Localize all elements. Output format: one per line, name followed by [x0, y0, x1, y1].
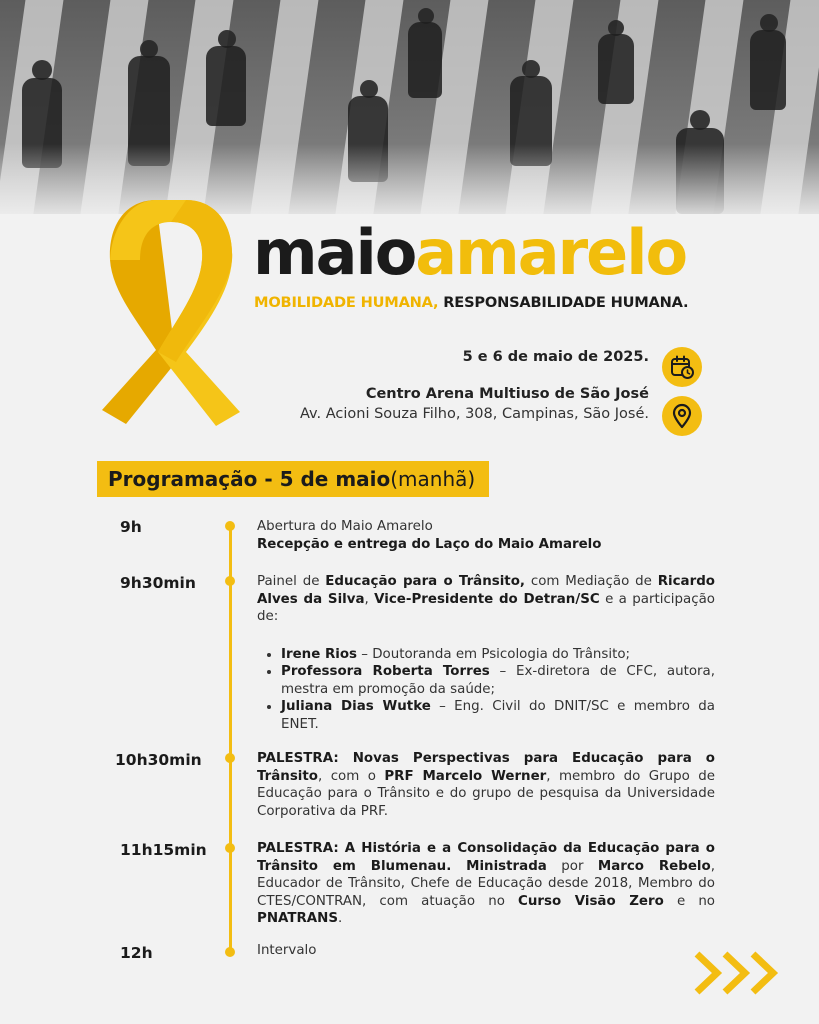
brand-amarelo: amarelo	[415, 216, 687, 289]
participant-item	[281, 663, 715, 698]
program-name: PNATRANS	[257, 911, 339, 926]
program-period: (manhã)	[390, 467, 476, 491]
course-name: Curso Visão Zero	[518, 893, 664, 909]
brand-title	[253, 216, 687, 289]
text: ,	[364, 591, 375, 607]
schedule-line-bold: Recepção e entrega do Laço do Maio Amarelo	[257, 536, 602, 552]
event-address: Av. Acioni Souza Filho, 308, Campinas, São José.	[299, 406, 649, 422]
event-date: 5 e 6 de maio de 2025.	[462, 349, 649, 365]
topic: Educação para o Trânsito,	[325, 574, 525, 589]
timeline-dot	[225, 843, 235, 853]
text: , Educador de Trânsito, Chefe de Educação desde 2018, Membro do CTES/CONTRAN, com atuação no	[257, 858, 715, 909]
brand-maio: maio	[253, 216, 416, 289]
schedule-item-9h30	[257, 573, 715, 733]
text: Painel de	[257, 574, 326, 589]
program-header	[97, 461, 489, 497]
yellow-ribbon-icon	[96, 180, 246, 430]
participant-name: Irene Rios	[281, 646, 358, 662]
calendar-clock-icon	[662, 347, 702, 387]
schedule-time: 9h30min	[120, 574, 196, 592]
schedule-time: 11h15min	[120, 841, 207, 859]
schedule-line: Abertura do Maio Amarelo	[257, 519, 433, 534]
schedule-item-9h	[257, 518, 715, 553]
schedule-line: Intervalo	[257, 943, 317, 958]
schedule-item-12h	[257, 942, 715, 960]
participant-desc: – Doutoranda em Psicologia do Trânsito;	[357, 646, 631, 662]
schedule-time: 9h	[120, 518, 142, 536]
mediator-name: Ricardo Alves da Silva	[257, 574, 715, 607]
tagline	[254, 294, 688, 311]
timeline-line	[229, 525, 232, 953]
text: com Mediação de	[525, 574, 658, 589]
text: , com o	[318, 768, 385, 784]
program-title: Programação - 5 de maio	[108, 467, 391, 491]
talk-title: PALESTRA: A História e a Consolidação da Educação para o Trânsito em Blumenau. Ministrada	[257, 841, 715, 874]
participant-name: Professora Roberta Torres	[281, 664, 490, 679]
text: , membro do Grupo de Educação para o Trânsito e do grupo de pesquisa da Universidade Corporativa da PRF.	[257, 768, 715, 819]
timeline-dot	[225, 576, 235, 586]
participant-item	[281, 646, 715, 664]
text: e no	[663, 893, 715, 909]
participant-desc: – Ex-diretora de CFC, autora, mestra em promoção da saúde;	[281, 664, 715, 697]
timeline-dot	[225, 753, 235, 763]
schedule-item-10h30	[257, 750, 715, 820]
participant-item	[281, 698, 715, 733]
timeline-dot	[225, 521, 235, 531]
schedule-time: 12h	[120, 944, 153, 962]
text: por	[546, 858, 598, 874]
schedule-time: 10h30min	[115, 751, 202, 769]
speaker-name: PRF Marcelo Werner	[384, 768, 547, 784]
schedule-item-11h15	[257, 840, 715, 928]
participants-list	[257, 646, 715, 734]
event-venue: Centro Arena Multiuso de São José	[365, 386, 649, 402]
participant-name: Juliana Dias Wutke	[281, 699, 431, 714]
text: .	[338, 911, 343, 926]
tagline-part2: RESPONSABILIDADE HUMANA.	[438, 294, 689, 311]
text: e a participação de:	[257, 591, 715, 624]
mediator-role: Vice-Presidente do Detran/SC	[374, 591, 600, 607]
speaker-name: Marco Rebelo	[597, 858, 711, 874]
timeline-dot	[225, 947, 235, 957]
location-pin-icon	[662, 396, 702, 436]
tagline-part1: MOBILIDADE HUMANA,	[254, 294, 439, 311]
participant-desc: – Eng. Civil do DNIT/SC e membro da ENET.	[281, 699, 715, 732]
talk-title: PALESTRA: Novas Perspectivas para Educação para o Trânsito	[257, 751, 715, 784]
triple-chevron-right-icon	[693, 950, 783, 996]
